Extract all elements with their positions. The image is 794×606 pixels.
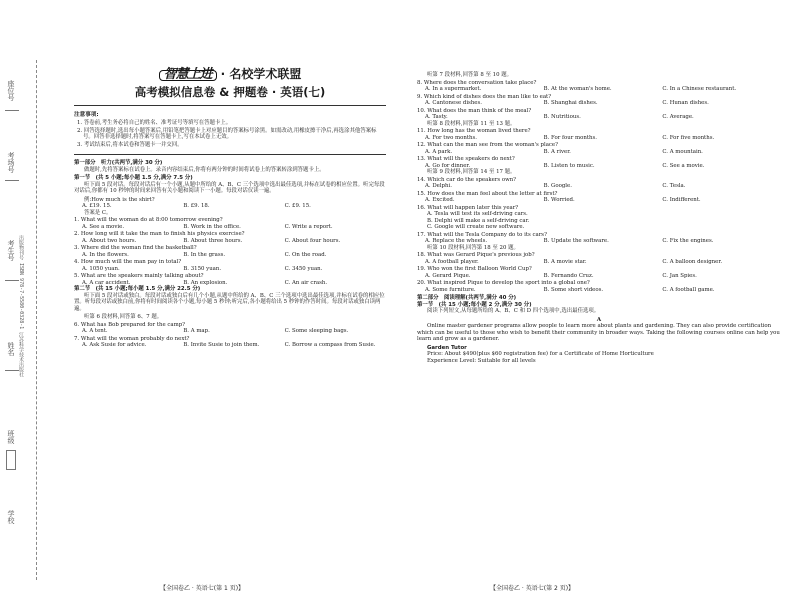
label-examinee: 考生号	[7, 240, 15, 261]
option: B. A map.	[183, 328, 210, 334]
label-school: 学校	[7, 510, 15, 524]
option: C. Hunan dishes.	[662, 100, 709, 106]
part-1-intro: 做题时,先将答案标在试卷上。录音内容结束后,你将有两分钟的时间将试卷上的答案转涂到答题卡上。	[84, 166, 325, 173]
page-2-content	[417, 72, 781, 364]
option: B. Shanghai dishes.	[543, 100, 598, 106]
section-1-intro: 听下面 5 段对话。每段对话后有一个小题,从题中所给的 A、B、C 三个选项中选出最佳选项,并标在试卷的相应位置。听完每段对话后,你都有 10 秒钟的时间来回答有关小题和阅读下一小题。每段对话仅读一遍。	[74, 181, 385, 194]
option: B. Some short videos.	[543, 286, 604, 293]
option: B. Google.	[543, 183, 572, 189]
question-6: 6. What has Bob prepared for the camp?	[74, 321, 186, 328]
section-1-title: 第一节 (共 5 小题;每小题 1.5 分,满分 7.5 分)	[74, 175, 193, 181]
question-6-options	[74, 328, 386, 335]
part-1-title: 第一部分 听力(共两节,满分 30 分)	[74, 160, 163, 166]
question-12: 12. What can the man see from the woman's place?	[417, 142, 559, 148]
question-15: 15. How does the man feel about the letter at first?	[417, 190, 558, 197]
lead-7: 听第 7 段材料,回答第 8 至 10 题。	[427, 72, 513, 78]
page-2-footer: 【全国卷乙 · 英语七(第 2 页)】	[490, 585, 575, 592]
lead-9: 听第 9 段材料,回答第 14 至 17 题。	[427, 169, 516, 175]
option: B. Delphi will make a self-driving car.	[427, 217, 530, 224]
option: A. Some furniture.	[425, 286, 476, 293]
part-2-section-1-title: 第一节 (共 15 小题;每小题 2 分,满分 30 分)	[417, 301, 532, 308]
notice-item: 2. 回答选择题时,选出每小题答案后,用铅笔把答题卡上对应题目的答案标号涂黑。如需改动,用橡皮擦干净后,再选涂其他答案标号。回答非选择题时,将答案写在答题卡上,写在本试卷上无效。	[77, 127, 377, 140]
question-3: 3. Where did the woman find the basketball?	[74, 245, 197, 251]
passage-label: A	[596, 316, 602, 323]
page-1-footer: 【全国卷乙 · 英语七(第 1 页)】	[160, 585, 245, 592]
garden-price: Price: About $490(plus $60 registration fee) for a Certificate of Home Horticulture	[427, 351, 654, 357]
question-1: 1. What will the woman do at 8:00 tomorrow evening?	[74, 217, 223, 223]
passage-text: Online master gardener programs allow people to learn more about plants and gardening. They can also provide certification which can be useful to those who wish to benefit their community in broader ways. Taking the following courses online can help you learn and grow as a gardener.	[417, 323, 780, 342]
notice-item: 1. 答卷前,考生务必将自己的姓名、准考证号等填写在答题卡上。	[77, 120, 232, 126]
option: A. £19. 15.	[82, 203, 112, 209]
option: B. Work in the office.	[183, 223, 241, 230]
example-question: 例:How much is the shirt?	[84, 196, 155, 203]
brand-name: · 名校学术联盟	[220, 67, 302, 81]
question-7: 7. What will the woman probably do next?	[74, 335, 190, 342]
question-3-options	[74, 252, 386, 259]
option: B. £9. 18.	[183, 203, 210, 209]
notice-box	[74, 112, 386, 156]
part-2-section-1-intro: 阅读下列短文,从每题所给的 A、B、C 和 D 四个选项中,选出最佳选项。	[427, 308, 600, 314]
garden-experience: Experience Level: Suitable for all levels	[427, 357, 536, 364]
paper-title: 高考模拟信息卷 & 押题卷 · 英语(七)	[74, 85, 386, 106]
question-15-options	[417, 197, 781, 204]
binding-strip	[0, 60, 50, 580]
option: A. Tasty.	[425, 114, 448, 120]
label-room: 考场号	[7, 152, 15, 173]
option: A. In a supermarket.	[425, 86, 482, 92]
label-name: 姓名	[7, 342, 15, 356]
option: C. Some sleeping bags.	[284, 328, 349, 334]
option: A. Go for dinner.	[425, 162, 471, 169]
section-2-lead: 听第 6 段材料,回答第 6、7 题。	[84, 314, 163, 320]
garden-title: Garden Tutor	[427, 344, 467, 351]
option: A. A car accident.	[82, 279, 131, 286]
option: A. Replace the wheels.	[425, 238, 488, 244]
question-19: 19. Who won the first Balloon World Cup?	[417, 266, 532, 272]
notice-item: 3. 考试结束后,将本试卷和答题卡一并交回。	[77, 141, 183, 148]
option: A. A tent.	[82, 328, 108, 334]
option: C. On the road.	[284, 251, 327, 258]
question-16: 16. What will happen later this year?	[417, 204, 519, 211]
option: A. Excited.	[425, 197, 455, 203]
page-1-content	[74, 67, 386, 349]
lead-10: 听第 10 段材料,回答第 18 至 20 题。	[427, 244, 519, 251]
option: C. 3450 yuan.	[284, 265, 323, 272]
option: C. See a movie.	[662, 162, 705, 169]
question-8: 8. Where does the conversation take place?	[417, 79, 537, 86]
question-11: 11. How long has the woman lived there?	[417, 128, 531, 134]
option: C. For five months.	[662, 134, 715, 141]
option: C. An air crash.	[284, 279, 328, 286]
question-12-options	[417, 149, 781, 156]
question-8-options	[417, 86, 781, 93]
label-seat: 座位号	[7, 80, 15, 101]
option: C. In a Chinese restaurant.	[662, 86, 737, 92]
question-2: 2. How long will it take the man to finish his physics exercise?	[74, 231, 245, 237]
question-20-options	[417, 287, 781, 294]
option: B. Update the software.	[543, 238, 609, 244]
option: B. For four months.	[543, 134, 597, 141]
question-11-options	[417, 135, 781, 142]
question-17: 17. What will the Tesla Company do to its cars?	[417, 231, 547, 238]
option: A. 1050 yuan.	[82, 265, 120, 272]
option: A. A park.	[425, 148, 453, 155]
option: C. A balloon designer.	[662, 258, 723, 265]
option: B. Worried.	[543, 197, 575, 203]
option: B. A river.	[543, 148, 571, 155]
option: C. About four hours.	[284, 237, 341, 244]
option: A. About two hours.	[82, 237, 137, 244]
question-19-options	[417, 273, 781, 280]
option: B. A movie star.	[543, 258, 587, 265]
option: A. A football player.	[425, 258, 479, 265]
option: B. Fernando Cruz.	[543, 272, 594, 279]
option: B. About three hours.	[183, 237, 243, 244]
question-4-options	[74, 266, 386, 273]
option: C. Google will create new software.	[427, 224, 525, 230]
example-options	[74, 203, 386, 210]
option: B. An explosion.	[183, 279, 228, 286]
isbn-text: 出版物刊号 ISBN 978-7-5580-0328-1 江苏科学技术出版社	[18, 235, 24, 378]
option: A. Ask Susie for advice.	[82, 342, 147, 348]
option: A. In the flowers.	[82, 251, 129, 258]
question-14-options	[417, 183, 781, 190]
question-20: 20. What inspired Pique to develop the sport into a global one?	[417, 280, 590, 286]
option: C. Borrow a compass from Susie.	[284, 342, 376, 348]
option: A. Cantonese dishes.	[425, 100, 482, 106]
question-9: 9. Which kind of dishes does the man like to eat?	[417, 93, 552, 100]
question-2-options	[74, 238, 386, 245]
option: C. A football game.	[662, 286, 715, 293]
question-5: 5. What are the speakers mainly talking about?	[74, 273, 204, 279]
question-18-options	[417, 259, 781, 266]
option: C. Indifferent.	[662, 197, 701, 203]
notice-title: 注意事项:	[74, 111, 99, 118]
option: B. In the grass.	[183, 251, 226, 258]
question-18: 18. What was Gerard Pique's previous job?	[417, 252, 535, 258]
option: B. Nutritious.	[543, 114, 581, 120]
option: A. Tesla will test its self-driving cars.	[427, 211, 528, 217]
option: B. 3150 yuan.	[183, 265, 222, 272]
cut-line	[36, 60, 37, 580]
option: A. Gerard Pique.	[425, 272, 471, 279]
option: B. At the woman's home.	[543, 86, 612, 92]
question-17-options	[417, 238, 781, 245]
question-14: 14. Which car do the speakers own?	[417, 176, 517, 183]
option: A. For two months.	[425, 134, 477, 141]
option: C. Average.	[662, 114, 694, 120]
section-2-intro: 听下面 5 段对话或独白。每段对话或独白后有几个小题,从题中所给的 A、B、C 三个选项中选出最佳选项,并标在试卷的相应位置。听每段对话或独白前,你将有时间阅读各个小题,每小题 5 秒钟;听完后,各小题将给出 5 秒钟的作答时间。每段对话或独白读两遍。	[74, 292, 385, 312]
question-9-options	[417, 100, 781, 107]
option: C. Fix the engines.	[662, 238, 714, 244]
lead-8: 听第 8 段材料,回答第 11 至 13 题。	[427, 120, 516, 127]
option: C. Tesla.	[662, 183, 686, 189]
example-answer: 答案是 C。	[84, 209, 112, 216]
page-2	[397, 0, 794, 606]
option: B. Invite Susie to join them.	[183, 342, 260, 348]
option: B. Listen to music.	[543, 162, 595, 169]
question-10-options	[417, 114, 781, 121]
question-13: 13. What will the speakers do next?	[417, 156, 515, 162]
question-4: 4. How much will the man pay in total?	[74, 259, 182, 265]
option: C. £9. 15.	[284, 203, 311, 209]
option: C. Write a report.	[284, 223, 333, 230]
brand-header	[74, 67, 386, 82]
label-class: 班级	[7, 430, 15, 444]
option: A. Delphi.	[425, 183, 452, 189]
question-7-options	[74, 342, 386, 349]
question-1-options	[74, 224, 386, 231]
option: A. See a movie.	[82, 223, 125, 230]
brand-logo: 智慧上进	[159, 70, 217, 81]
part-2-title: 第二部分 阅读理解(共两节,满分 40 分)	[417, 295, 517, 301]
section-2-title: 第二节 (共 15 小题;每小题 1.5 分,满分 22.5 分)	[74, 286, 201, 292]
option: C. A mountain.	[662, 148, 703, 155]
option: C. Jan Spies.	[662, 272, 697, 279]
question-10: 10. What does the man think of the meal?	[417, 107, 532, 114]
